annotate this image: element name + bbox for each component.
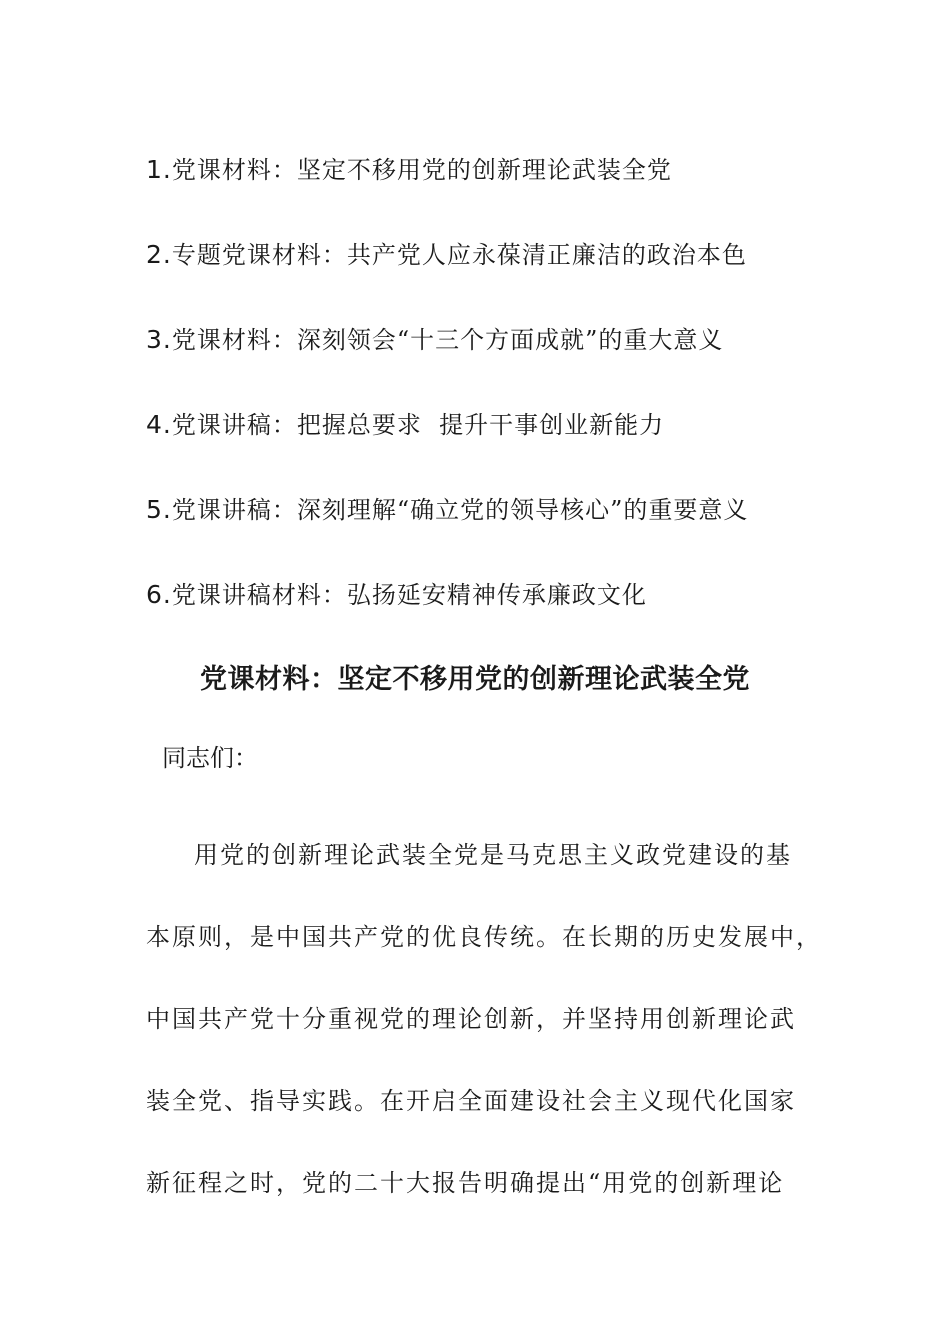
toc-item-text: 党课讲稿：把握总要求 提升干事创业新能力 <box>171 411 665 439</box>
body-line: 本原则，是中国共产党的优良传统。在长期的历史发展中， <box>146 923 822 951</box>
table-of-contents <box>146 150 866 660</box>
toc-item-number: 5. <box>146 495 172 524</box>
toc-item-text: 专题党课材料：共产党人应永葆清正廉洁的政治本色 <box>171 241 747 269</box>
body-line: 新征程之时，党的二十大报告明确提出“用党的创新理论 <box>146 1169 785 1197</box>
toc-item-text: 党课讲稿：深刻理解“确立党的领导核心”的重要意义 <box>171 496 749 524</box>
body-line: 用党的创新理论武装全党是马克思主义政党建设的基 <box>194 841 792 869</box>
toc-item-text: 党课材料：深刻领会“十三个方面成就”的重大意义 <box>171 326 724 354</box>
toc-item-number: 6. <box>146 580 172 609</box>
toc-item-number: 3. <box>146 325 172 354</box>
toc-item-text: 党课讲稿材料：弘扬延安精神传承廉政文化 <box>171 581 647 609</box>
salutation: 同志们： <box>162 744 258 772</box>
toc-item <box>146 490 866 575</box>
toc-item-number: 4. <box>146 410 172 439</box>
toc-item <box>146 235 866 320</box>
body-line: 装全党、指导实践。在开启全面建设社会主义现代化国家 <box>146 1087 796 1115</box>
toc-item-text: 党课材料：坚定不移用党的创新理论武装全党 <box>171 156 672 184</box>
toc-item <box>146 575 866 660</box>
body-paragraph <box>146 833 846 1243</box>
toc-item-number: 2. <box>146 240 172 269</box>
document-title: 党课材料：坚定不移用党的创新理论武装全党 <box>200 664 750 695</box>
toc-item <box>146 320 866 405</box>
body-line: 中国共产党十分重视党的理论创新，并坚持用创新理论武 <box>146 1005 796 1033</box>
toc-item-number: 1. <box>146 155 172 184</box>
toc-item <box>146 150 866 235</box>
toc-item <box>146 405 866 490</box>
